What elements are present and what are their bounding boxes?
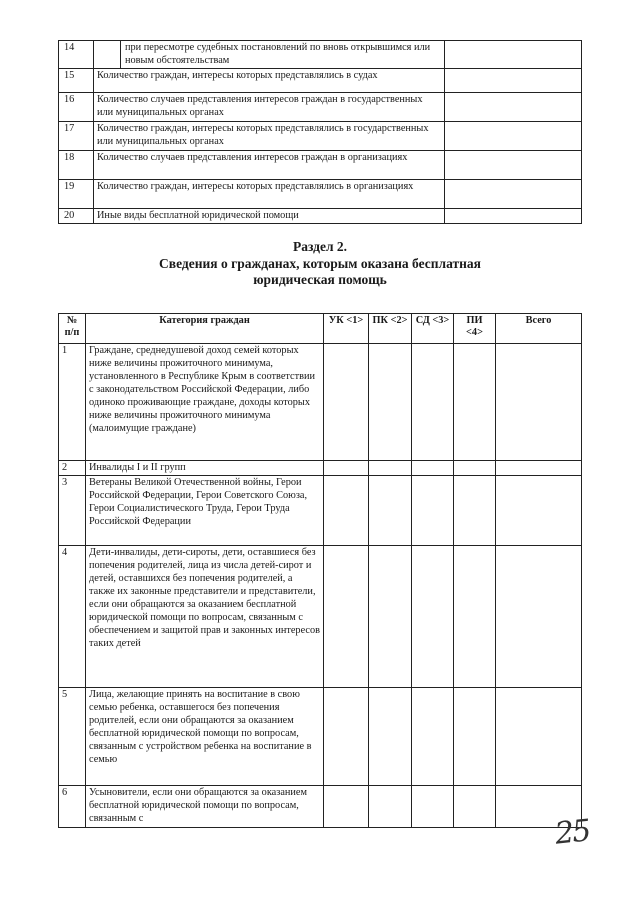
row-text: Количество граждан, интересы которых представлялись в государственных или муниципальных органах — [94, 122, 445, 151]
header-total: Всего — [496, 314, 582, 344]
header-pk: ПК <2> — [369, 314, 412, 344]
row-text: Количество случаев представления интересов граждан в организациях — [94, 151, 445, 180]
row-text: Количество граждан, интересы которых представлялись в судах — [94, 69, 445, 93]
row-number: 6 — [59, 786, 86, 828]
value-cell — [369, 688, 412, 786]
value-cell — [369, 786, 412, 828]
category-text: Граждане, среднедушевой доход семей которых ниже величины прожиточного минимума, установленного в Республике Крым в соответствии с законодательством Российской Федерации, либо одиноко проживающие граждане, доходы которых ниже величины прожиточного минимума (малоимущие граждане) — [86, 344, 324, 461]
row-number: 17 — [59, 122, 94, 151]
value-cell — [445, 69, 582, 93]
row-number: 19 — [59, 180, 94, 209]
section1-table — [58, 40, 582, 224]
row-number: 1 — [59, 344, 86, 461]
row-text: при пересмотре судебных постановлений по вновь открывшимся или новым обстоятельствам — [121, 41, 445, 69]
value-cell — [454, 546, 496, 688]
value-cell — [324, 688, 369, 786]
value-cell — [445, 180, 582, 209]
header-category: Категория граждан — [86, 314, 324, 344]
value-cell — [445, 122, 582, 151]
value-cell — [445, 151, 582, 180]
value-cell — [324, 786, 369, 828]
value-cell — [496, 546, 582, 688]
table-row — [59, 688, 582, 786]
table-row — [59, 122, 582, 151]
value-cell — [412, 786, 454, 828]
value-cell — [412, 546, 454, 688]
value-cell — [454, 344, 496, 461]
row-number: 14 — [59, 41, 94, 69]
header-row — [59, 314, 582, 344]
value-cell — [412, 688, 454, 786]
row-number: 20 — [59, 209, 94, 224]
value-cell — [369, 461, 412, 476]
value-cell — [369, 546, 412, 688]
category-text: Усыновители, если они обращаются за оказанием бесплатной юридической помощи по вопросам, связанным с — [86, 786, 324, 828]
header-pi: ПИ <4> — [454, 314, 496, 344]
table-row — [59, 151, 582, 180]
row-text: Количество случаев представления интересов граждан в государственных или муниципальных органах — [94, 93, 445, 122]
value-cell — [454, 461, 496, 476]
section-title: Сведения о гражданах, которым оказана бесплатная юридическая помощь — [159, 256, 481, 287]
value-cell — [454, 786, 496, 828]
value-cell — [324, 461, 369, 476]
value-cell — [412, 461, 454, 476]
row-number: 2 — [59, 461, 86, 476]
empty-cell — [94, 41, 121, 69]
value-cell — [454, 476, 496, 546]
value-cell — [412, 476, 454, 546]
value-cell — [496, 461, 582, 476]
citizen-category-table — [58, 313, 582, 828]
row-number: 15 — [59, 69, 94, 93]
row-text: Иные виды бесплатной юридической помощи — [94, 209, 445, 224]
value-cell — [496, 476, 582, 546]
table-row — [59, 41, 582, 69]
value-cell — [324, 476, 369, 546]
value-cell — [496, 688, 582, 786]
value-cell — [496, 344, 582, 461]
table-row — [59, 209, 582, 224]
header-sd: СД <3> — [412, 314, 454, 344]
section-number: Раздел 2. — [292, 239, 348, 254]
value-cell — [324, 344, 369, 461]
value-cell — [369, 344, 412, 461]
row-number: 16 — [59, 93, 94, 122]
table-row — [59, 546, 582, 688]
row-number: 4 — [59, 546, 86, 688]
value-cell — [369, 476, 412, 546]
row-number: 18 — [59, 151, 94, 180]
value-cell — [412, 344, 454, 461]
category-text: Ветераны Великой Отечественной войны, Герои Российской Федерации, Герои Советского Союза, Герои Социалистического Труда, Герои Труда Российской Федерации — [86, 476, 324, 546]
row-text: Количество граждан, интересы которых представлялись в организациях — [94, 180, 445, 209]
table-row — [59, 461, 582, 476]
value-cell — [324, 546, 369, 688]
table-row — [59, 69, 582, 93]
row-number: 3 — [59, 476, 86, 546]
header-uk: УК <1> — [324, 314, 369, 344]
table-row — [59, 786, 582, 828]
header-number: № п/п — [59, 314, 86, 344]
table-row — [59, 476, 582, 546]
value-cell — [445, 209, 582, 224]
value-cell — [454, 688, 496, 786]
row-number: 5 — [59, 688, 86, 786]
value-cell — [445, 93, 582, 122]
category-text: Лица, желающие принять на воспитание в свою семью ребенка, оставшегося без попечения родителей, если они обращаются за оказанием бесплатной юридической помощи по вопросам, связанным с устройством ребенка на воспитание в семью — [86, 688, 324, 786]
page-number: 25 — [553, 813, 591, 852]
table-row — [59, 180, 582, 209]
category-text: Инвалиды I и II групп — [86, 461, 324, 476]
table-row — [59, 93, 582, 122]
category-text: Дети-инвалиды, дети-сироты, дети, оставшиеся без попечения родителей, лица из числа детей-сирот и детей, оставшихся без попечения родителей, а также их законные представители и представители, если они обращаются за оказанием бесплатной юридической помощи по вопросам, связанным с обеспечением и защитой прав и законных интересов таких детей — [86, 546, 324, 688]
table-row — [59, 344, 582, 461]
value-cell — [445, 41, 582, 69]
